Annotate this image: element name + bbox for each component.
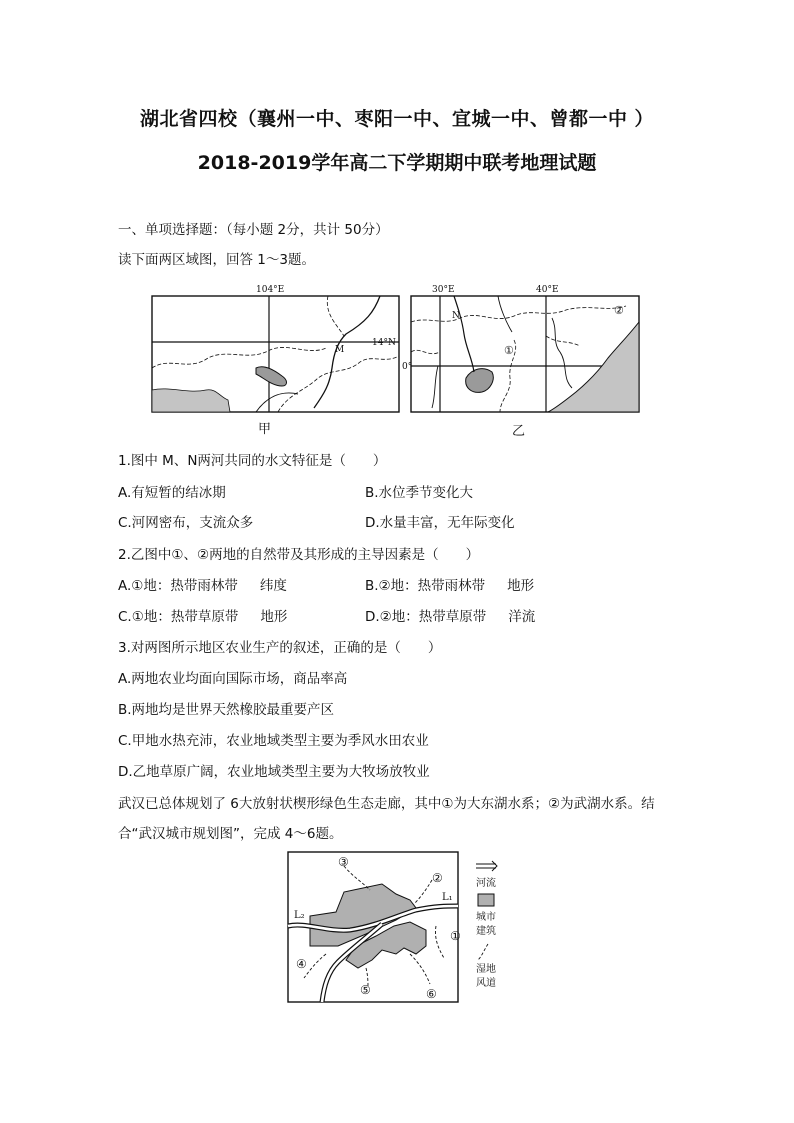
exam-title-line2: 2018-2019学年高二下学期期中联考地理试题: [197, 152, 597, 174]
wuhan-label-2: ②: [432, 871, 443, 885]
jia-lat-label: 14°N: [372, 338, 396, 348]
legend-urban-1: 城市: [476, 912, 496, 923]
q2-option-c-zone: C.①地：热带草原带: [118, 609, 239, 625]
river-label-l1: L₁: [442, 892, 453, 903]
yi-lat-label: 0°: [402, 362, 413, 372]
q2-option-b-factor: 地形: [507, 578, 535, 594]
map-jia: [152, 285, 399, 412]
intro-q4-6-line1: 武汉已总体规划了 6大放射状楔形绿色生态走廊，其中①为大东湖水系；②为武湖水系。结: [118, 796, 655, 812]
q2-option-d-factor: 洋流: [508, 609, 536, 625]
q1-option-d: D.水量丰富，无年际变化: [365, 515, 515, 531]
intro-q4-6-line2: 合“武汉城市规划图”，完成 4～6题。: [118, 826, 343, 842]
q1-option-c: C.河网密布，支流众多: [118, 515, 254, 531]
figure-wuhan-plan: [286, 850, 516, 1004]
caption-yi: 乙: [512, 424, 526, 439]
q1-option-a: A.有短暂的结冰期: [118, 485, 226, 501]
yi-river-label: N: [452, 311, 460, 321]
q2-option-b: [365, 574, 534, 594]
q2-option-a-zone: A.①地：热带雨林带: [118, 578, 238, 594]
figure-region-maps: [148, 282, 648, 432]
yi-point-2: ②: [614, 304, 624, 317]
caption-jia: 甲: [258, 422, 272, 437]
jia-river-label: M: [335, 345, 345, 355]
wuhan-label-6: ⑥: [426, 987, 437, 1001]
exam-title-line1: 湖北省四校（襄州一中、枣阳一中、宜城一中、曾都一中 ）: [139, 108, 655, 130]
jia-lon-label: 104°E: [256, 285, 285, 295]
yi-lon-label-2: 40°E: [536, 285, 559, 295]
yi-lon-label-1: 30°E: [432, 285, 455, 295]
river-label-l2: L₂: [294, 910, 305, 921]
q3-stem: 3.对两图所示地区农业生产的叙述，正确的是（ ）: [118, 640, 442, 656]
q2-option-a-factor: 纬度: [259, 578, 287, 594]
q3-option-b: B.两地均是世界天然橡胶最重要产区: [118, 702, 335, 718]
legend-urban-2: 建筑: [476, 926, 496, 937]
map-yi: [402, 285, 639, 412]
q3-option-a: A.两地农业均面向国际市场，商品率高: [118, 671, 348, 687]
legend-wetland-1: 湿地: [476, 964, 496, 975]
q2-option-d: [365, 605, 535, 625]
legend-wetland-2: 风道: [476, 978, 496, 989]
yi-point-1: ①: [504, 344, 514, 357]
q2-option-c: [118, 605, 287, 625]
section-heading: 一、单项选择题：（每小题 2分，共计 50分）: [118, 222, 389, 238]
q2-option-c-factor: 地形: [260, 609, 288, 625]
q2-option-a: [118, 574, 287, 594]
legend: [476, 861, 497, 989]
intro-q1-3: 读下面两区域图，回答 1～3题。: [118, 252, 315, 268]
q2-stem: 2.乙图中①、②两地的自然带及其形成的主导因素是（ ）: [118, 547, 480, 563]
q2-option-b-zone: B.②地：热带雨林带: [365, 578, 486, 594]
legend-river: 河流: [476, 878, 496, 889]
wuhan-label-3: ③: [338, 855, 349, 869]
q3-option-d: D.乙地草原广阔，农业地域类型主要为大牧场放牧业: [118, 764, 430, 780]
wuhan-label-1: ①: [450, 929, 461, 943]
q1-stem: 1.图中 M、N两河共同的水文特征是（ ）: [118, 453, 387, 469]
wuhan-label-5: ⑤: [360, 983, 371, 997]
wuhan-label-4: ④: [296, 957, 307, 971]
q1-option-b: B.水位季节变化大: [365, 485, 474, 501]
q2-option-d-zone: D.②地：热带草原带: [365, 609, 487, 625]
q3-option-c: C.甲地水热充沛，农业地域类型主要为季风水田农业: [118, 733, 429, 749]
